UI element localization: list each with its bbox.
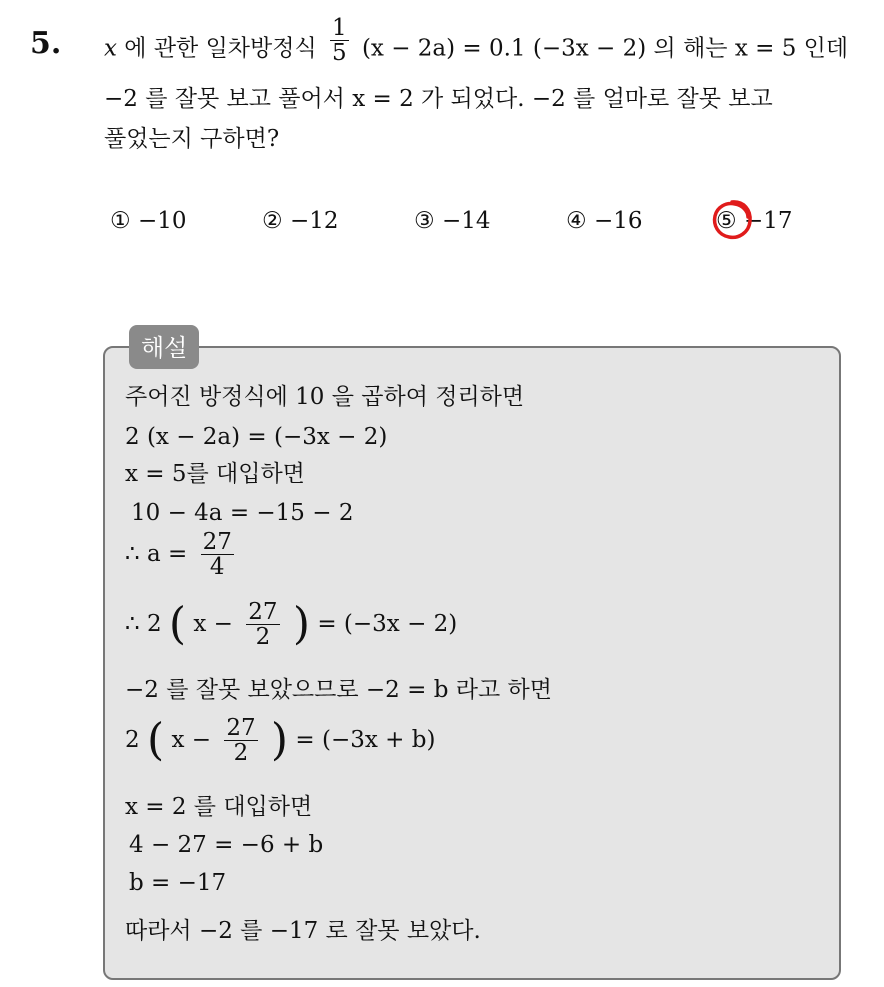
- choice-mark: ③: [414, 208, 435, 234]
- choice-mark: ②: [262, 208, 283, 234]
- denominator: 5: [331, 40, 347, 67]
- choice-4[interactable]: [566, 208, 642, 234]
- suffix: = (−3x + b): [295, 727, 436, 754]
- choice-2[interactable]: [262, 208, 338, 234]
- problem-line-3: 풀었는지 구하면?: [104, 126, 280, 152]
- choice-mark: ④: [566, 208, 587, 234]
- solution-line-1: 주어진 방정식에 10 을 곱하여 정리하면: [125, 384, 525, 410]
- choice-value: −10: [137, 208, 187, 234]
- numerator: 27: [202, 529, 232, 555]
- prefix: ∴ 2: [125, 611, 162, 638]
- choice-1[interactable]: [110, 208, 186, 234]
- left-paren: (: [146, 714, 165, 766]
- denominator: 2: [255, 624, 271, 651]
- choice-3[interactable]: [414, 208, 490, 234]
- right-paren: ): [270, 714, 289, 766]
- solution-line-9: x = 2 를 대입하면: [125, 794, 313, 820]
- solution-line-10: 4 − 27 = −6 + b: [129, 832, 324, 858]
- problem-line-1: [104, 15, 849, 67]
- denominator: 4: [209, 554, 225, 581]
- solution-line-12: 따라서 −2 를 −17 로 잘못 보았다.: [125, 918, 481, 944]
- text: 의 해는: [653, 35, 728, 62]
- solution-line-7: −2 를 잘못 보았으므로 −2 = b 라고 하면: [125, 677, 552, 703]
- problem-line-2: −2 를 잘못 보고 풀어서 x = 2 가 되었다. −2 를 얼마로 잘못 보고: [104, 86, 773, 112]
- prefix: ∴ a =: [125, 541, 188, 568]
- suffix: = (−3x − 2): [317, 611, 458, 638]
- inner: x −: [193, 611, 233, 638]
- prefix: 2: [125, 727, 140, 754]
- choice-value: −17: [743, 208, 793, 234]
- fraction: [201, 530, 234, 579]
- left-paren: (: [168, 598, 187, 650]
- choice-value: −14: [441, 208, 491, 234]
- solution-line-3: x = 5를 대입하면: [125, 461, 305, 487]
- solution-line-11: b = −17: [129, 870, 227, 896]
- right-paren: ): [292, 598, 311, 650]
- solution-line-5: [125, 530, 240, 579]
- choices: [104, 208, 824, 248]
- equation: (x − 2a) = 0.1 (−3x − 2): [361, 35, 647, 62]
- choice-5[interactable]: [716, 208, 792, 234]
- choice-mark: ①: [110, 208, 131, 234]
- choice-value: −16: [593, 208, 643, 234]
- variable-x: x: [104, 35, 117, 62]
- text: 인데: [803, 35, 849, 62]
- solution-value: x = 5: [734, 35, 797, 62]
- fraction: [246, 600, 279, 649]
- fraction: [224, 716, 257, 765]
- fraction: [330, 16, 349, 65]
- problem-number: 5.: [30, 26, 62, 61]
- solution-line-2: 2 (x − 2a) = (−3x − 2): [125, 424, 388, 450]
- numerator: 1: [331, 15, 347, 41]
- inner: x −: [171, 727, 211, 754]
- choice-mark: ⑤: [716, 208, 737, 234]
- numerator: 27: [226, 715, 256, 741]
- solution-line-8: [125, 716, 435, 765]
- solution-tag: 해설: [129, 325, 199, 369]
- solution-line-4: 10 − 4a = −15 − 2: [131, 500, 354, 526]
- solution-line-6: [125, 600, 457, 649]
- text: 에 관한 일차방정식: [124, 35, 317, 62]
- answer-circle-icon: [708, 196, 756, 244]
- denominator: 2: [233, 740, 249, 767]
- numerator: 27: [248, 599, 278, 625]
- choice-value: −12: [289, 208, 339, 234]
